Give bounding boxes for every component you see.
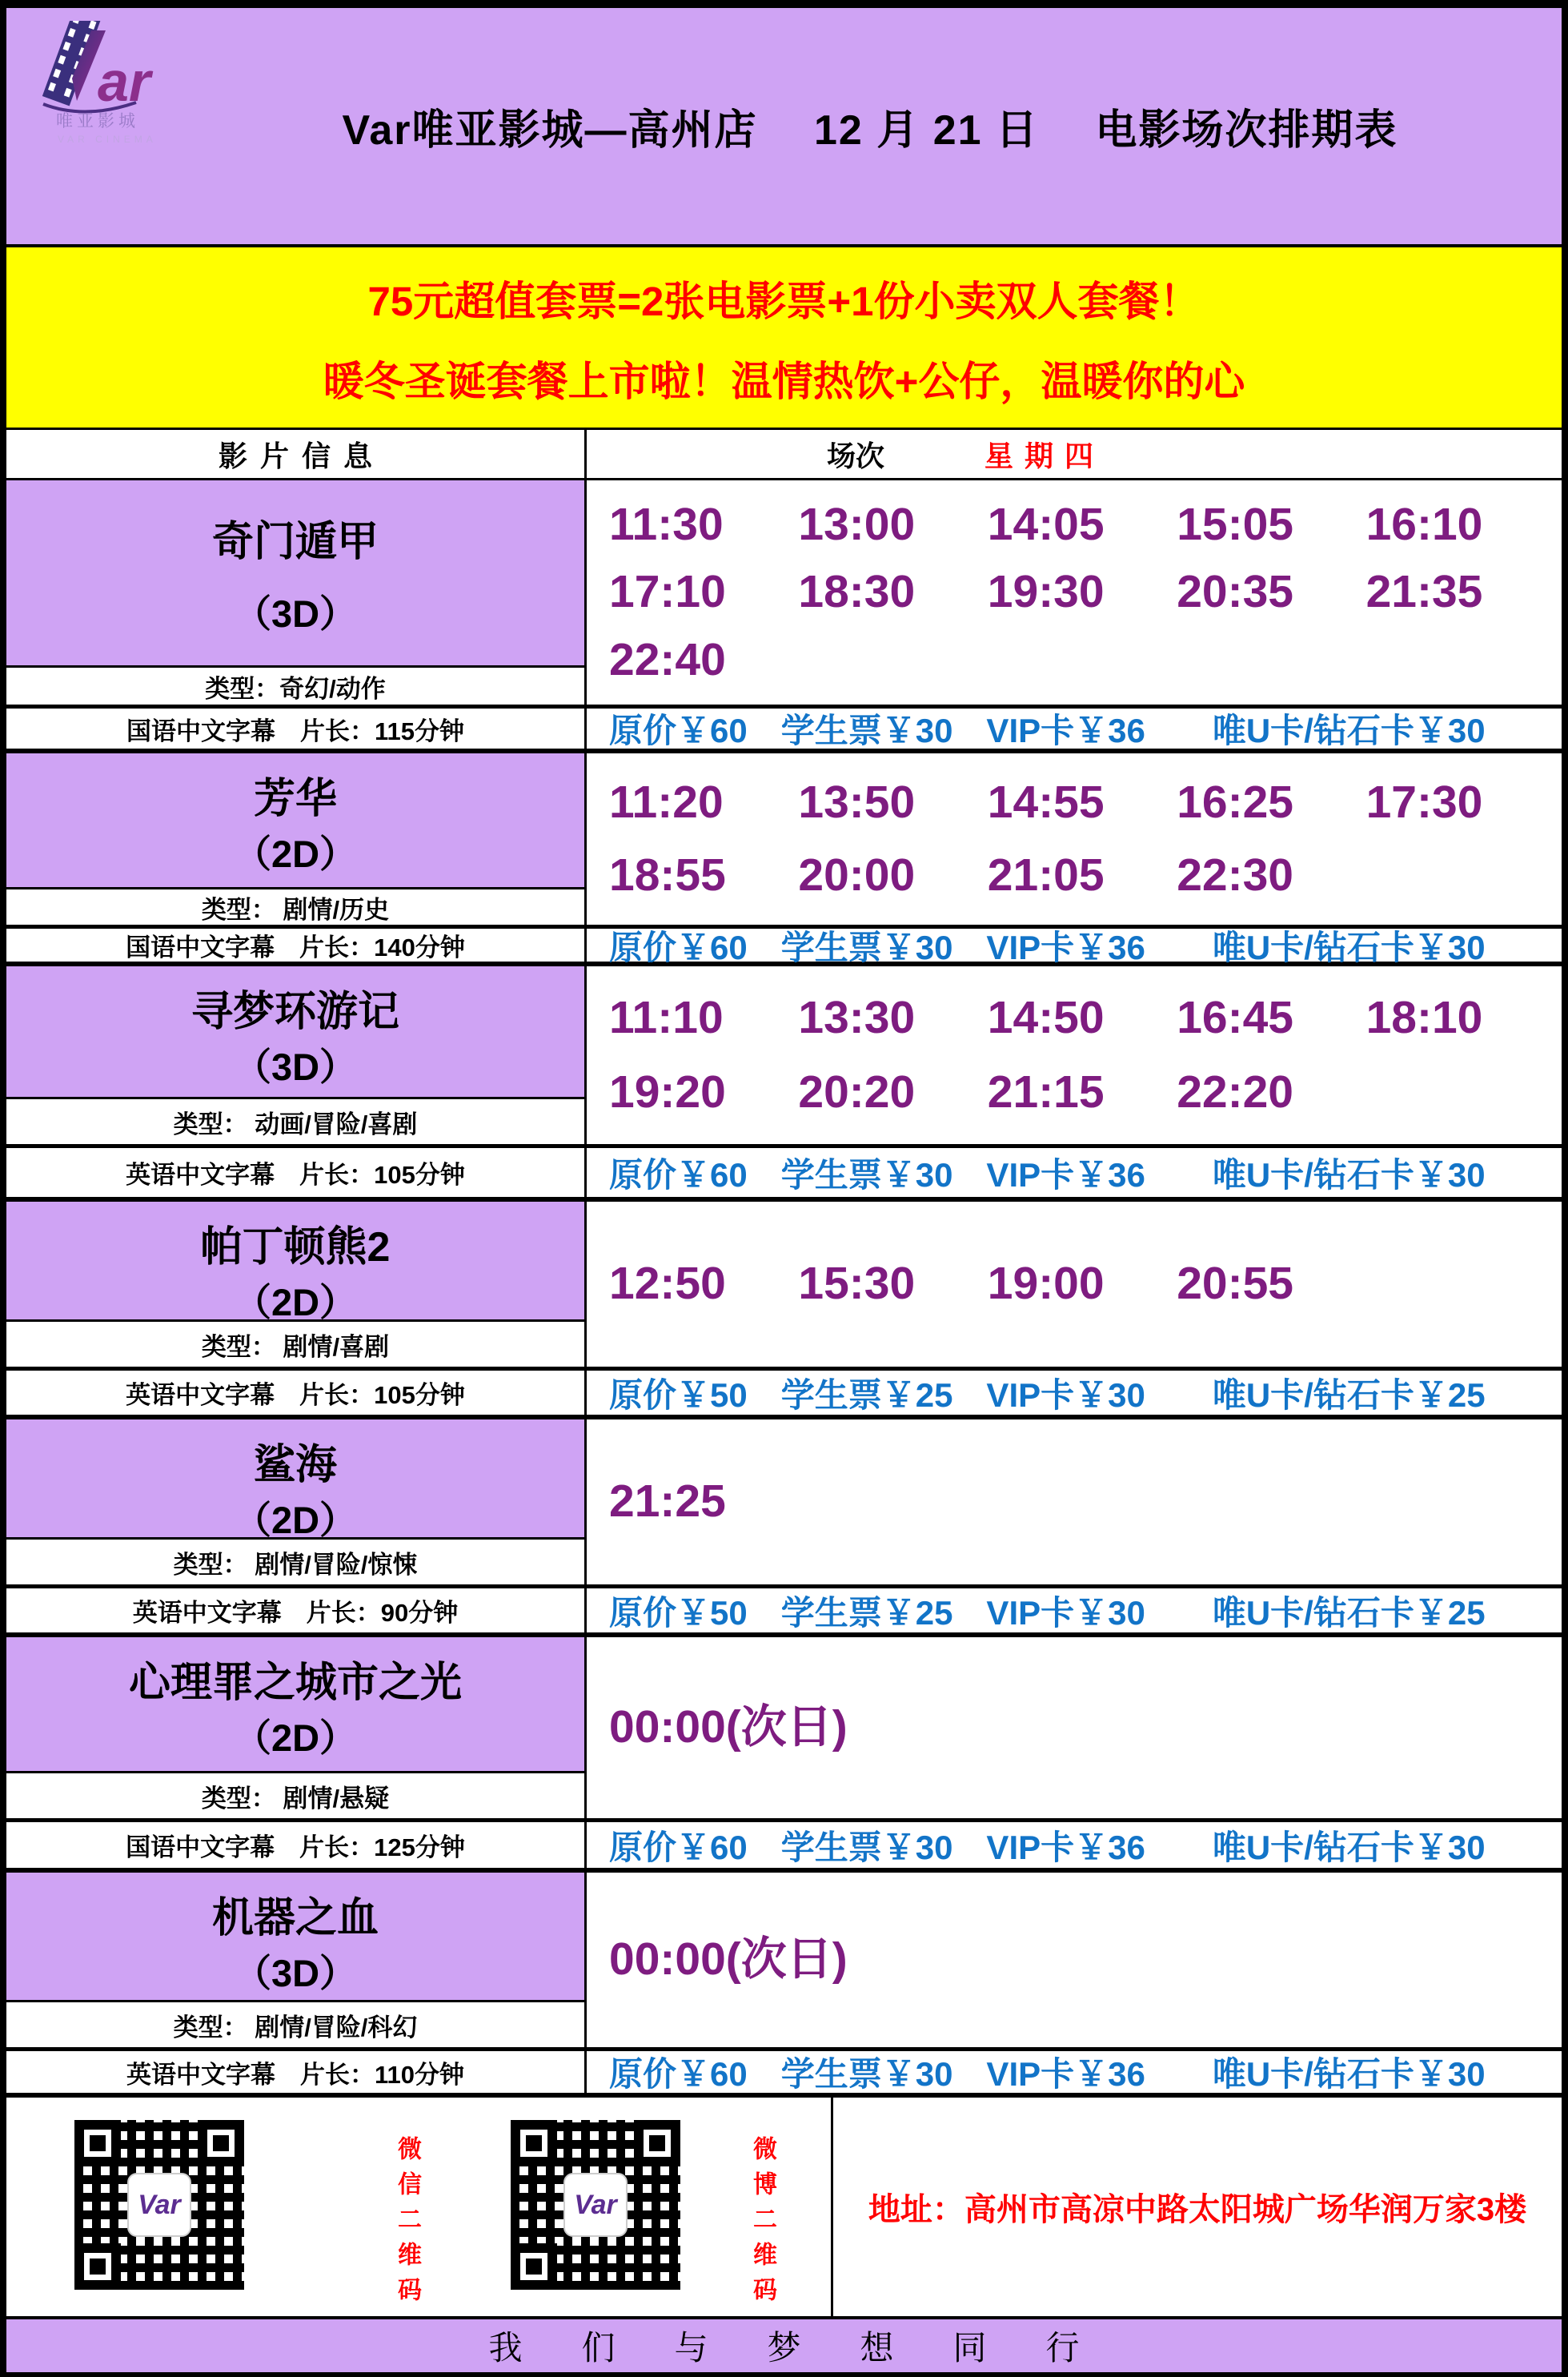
showtimes-list: [587, 966, 1562, 1144]
showtime: 19:20: [609, 1066, 726, 1118]
showtime: 13:30: [798, 991, 916, 1043]
movie-format: （2D）: [233, 1716, 358, 1759]
movie-genre: 类型： 剧情/悬疑: [6, 1773, 587, 1818]
movie-row: [6, 1202, 1562, 1419]
movie-genre: 类型： 剧情/历史: [6, 889, 587, 925]
showtime: 22:30: [1177, 849, 1293, 901]
footer: [6, 2098, 1562, 2319]
price-row: 原价￥60 学生票￥30 VIP卡￥36 唯U卡/钻石卡￥30: [587, 1818, 1562, 1868]
qr-center-logo: Var: [563, 2173, 628, 2237]
movie-format: （3D）: [233, 1952, 358, 1994]
logo-ar-text: ar: [98, 50, 151, 113]
movie-title-cell: [6, 1637, 587, 1773]
movie-name: 奇门遁甲: [211, 519, 379, 566]
showtime: 14:50: [987, 991, 1105, 1043]
showtime: 21:05: [987, 849, 1105, 901]
price-row: 原价￥60 学生票￥30 VIP卡￥36 唯U卡/钻石卡￥30: [587, 705, 1562, 749]
showtime: 11:20: [609, 776, 724, 828]
showtime: 15:30: [798, 1258, 916, 1310]
movie-title-cell: [6, 966, 587, 1099]
showtimes-list: [587, 1419, 1562, 1584]
showtime: 21:25: [609, 1476, 726, 1528]
showtimes-list: [587, 480, 1562, 705]
movie-name: 帕丁顿熊2: [200, 1224, 391, 1271]
showtime: 20:20: [798, 1066, 916, 1118]
qr-finder-icon: [511, 2243, 557, 2290]
movie-title-cell: [6, 753, 587, 889]
movie-title-cell: [6, 1873, 587, 2002]
movie-genre: 类型： 剧情/冒险/科幻: [6, 2002, 587, 2047]
showtime: 19:00: [987, 1258, 1105, 1310]
showtimes-list: [587, 1637, 1562, 1818]
showtime: 12:50: [609, 1258, 726, 1310]
showtime: 16:45: [1177, 991, 1293, 1043]
promo-line-1: 75元超值套票=2张电影票+1份小卖双人套餐！: [367, 278, 1201, 324]
showtime: 20:00: [798, 849, 916, 901]
wechat-qr-code: [74, 2120, 244, 2290]
address-section: [831, 2098, 1562, 2316]
price-row: 原价￥50 学生票￥25 VIP卡￥30 唯U卡/钻石卡￥25: [587, 1367, 1562, 1415]
movie-name: 机器之血: [211, 1895, 379, 1941]
movie-info: 英语中文字幕 片长：105分钟: [6, 1367, 587, 1415]
page-title: Var唯亚影城—高州店 12 月 21 日 电影场次排期表: [342, 107, 1398, 154]
showtime: 18:30: [798, 566, 916, 618]
showtimes-list: [587, 1202, 1562, 1367]
movie-row: [6, 1873, 1562, 2098]
showtime: 00:00(次日): [609, 1701, 848, 1753]
var-cinema-logo: [30, 21, 178, 153]
showtime: 20:35: [1177, 566, 1293, 618]
wechat-qr-label: 微信二维码: [394, 2136, 420, 2312]
showtime: 00:00(次日): [609, 1933, 848, 1986]
qr-finder-icon: [198, 2120, 244, 2166]
showtime: 17:10: [609, 566, 726, 618]
movie-genre: 类型：奇幻/动作: [6, 668, 587, 705]
movie-row: [6, 480, 1562, 753]
weibo-qr-label: 微博二维码: [749, 2136, 776, 2312]
showtime: 21:15: [987, 1066, 1105, 1118]
showtime: 19:30: [987, 566, 1105, 618]
promo-line-2: 暖冬圣诞套餐上市啦！温情热饮+公仔，温暖你的心: [323, 358, 1245, 404]
showtime: 13:00: [798, 498, 916, 550]
movie-name: 心理罪之城市之光: [128, 1660, 462, 1706]
movie-genre: 类型： 动画/冒险/喜剧: [6, 1099, 587, 1144]
movie-row: [6, 1637, 1562, 1873]
var-logo-graphic: [30, 21, 178, 149]
weibo-qr-code: [511, 2120, 680, 2290]
showtime: 22:20: [1177, 1066, 1293, 1118]
movie-name: 寻梦环游记: [190, 989, 399, 1035]
promo-banner: [6, 244, 1562, 428]
movie-title-cell: [6, 1202, 587, 1322]
movie-format: （2D）: [233, 1281, 358, 1323]
qr-finder-icon: [74, 2243, 121, 2290]
qr-finder-icon: [511, 2120, 557, 2166]
showtime: 18:10: [1365, 991, 1483, 1043]
sessions-label: 场次: [827, 439, 885, 472]
price-row: 原价￥60 学生票￥30 VIP卡￥36 唯U卡/钻石卡￥30: [587, 925, 1562, 962]
masthead: [6, 8, 1562, 244]
movie-row: [6, 753, 1562, 966]
price-row: 原价￥60 学生票￥30 VIP卡￥36 唯U卡/钻石卡￥30: [587, 1144, 1562, 1197]
movie-info: 英语中文字幕 片长：105分钟: [6, 1144, 587, 1197]
showtimes-list: [587, 753, 1562, 925]
column-header-sessions: [587, 430, 1562, 478]
movie-format: （3D）: [233, 592, 358, 635]
showtime: 18:55: [609, 849, 726, 901]
price-row: 原价￥50 学生票￥25 VIP卡￥30 唯U卡/钻石卡￥25: [587, 1584, 1562, 1632]
showtime: 11:30: [609, 498, 724, 550]
qr-finder-icon: [634, 2120, 680, 2166]
movie-format: （3D）: [233, 1046, 358, 1088]
movie-title-cell: [6, 1419, 587, 1540]
movie-info: 国语中文字幕 片长：115分钟: [6, 705, 587, 749]
showtime: 11:10: [609, 991, 724, 1043]
logo-en-text: VAR CINEMA: [58, 134, 157, 145]
showtime: 16:10: [1365, 498, 1483, 550]
movie-info: 英语中文字幕 片长：90分钟: [6, 1584, 587, 1632]
showtime: 14:55: [987, 776, 1105, 828]
movie-genre: 类型： 剧情/冒险/惊悚: [6, 1540, 587, 1584]
movie-format: （2D）: [233, 1499, 358, 1541]
showtime: 14:05: [987, 498, 1105, 550]
movie-info: 英语中文字幕 片长：110分钟: [6, 2047, 587, 2093]
movie-row: [6, 1419, 1562, 1637]
movie-format: （2D）: [233, 833, 358, 875]
qr-finder-icon: [74, 2120, 121, 2166]
logo-cn-text: 唯亚影城: [56, 112, 139, 130]
showtime: 16:25: [1177, 776, 1293, 828]
showtime: 17:30: [1365, 776, 1483, 828]
movie-info: 国语中文字幕 片长：140分钟: [6, 925, 587, 962]
poster-inner: [6, 8, 1562, 2372]
price-row: 原价￥60 学生票￥30 VIP卡￥36 唯U卡/钻石卡￥30: [587, 2047, 1562, 2093]
movie-title-cell: [6, 480, 587, 668]
movie-name: 鲨海: [253, 1442, 337, 1488]
showtime: 22:40: [609, 634, 726, 686]
showtime: 20:55: [1177, 1258, 1293, 1310]
qr-center-logo: Var: [127, 2173, 191, 2237]
cinema-address: 地址：高州市高凉中路太阳城广场华润万家3楼: [868, 2192, 1527, 2227]
showtime: 21:35: [1365, 566, 1483, 618]
showtime: 13:50: [798, 776, 916, 828]
weekday-label: 星期四: [985, 439, 1105, 472]
column-header-movie-info: 影片信息: [6, 430, 587, 478]
movie-name: 芳华: [253, 776, 337, 822]
movie-row: [6, 966, 1562, 1202]
movie-genre: 类型： 剧情/喜剧: [6, 1322, 587, 1367]
movie-info: 国语中文字幕 片长：125分钟: [6, 1818, 587, 1868]
showtimes-list: [587, 1873, 1562, 2047]
table-column-header: [6, 428, 1562, 480]
slogan-bar: 我们与梦想同行: [6, 2319, 1562, 2372]
showtime: 15:05: [1177, 498, 1293, 550]
